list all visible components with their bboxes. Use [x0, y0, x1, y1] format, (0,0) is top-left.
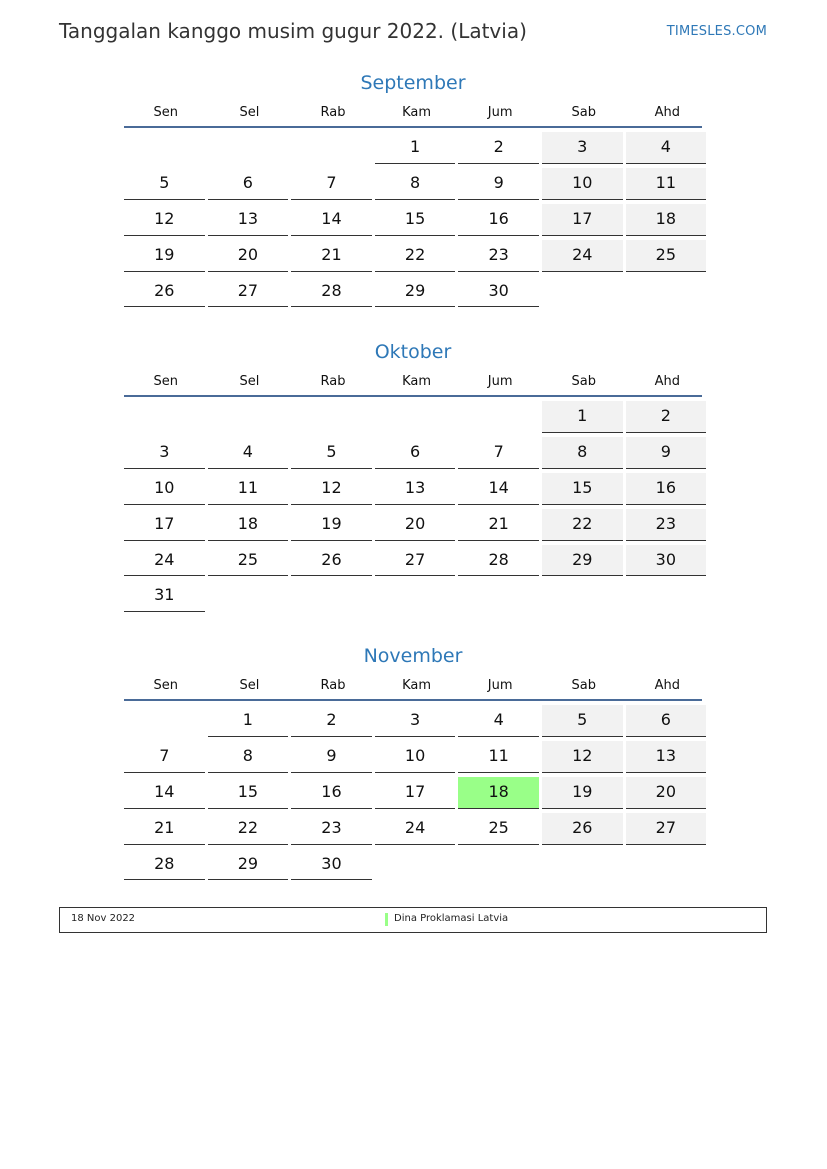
day-cell	[124, 813, 205, 845]
day-number: 22	[572, 513, 593, 533]
day-number: 6	[242, 172, 253, 192]
day-number: 27	[237, 280, 259, 300]
weekday-label: Ahd	[654, 374, 681, 389]
day-number: 17	[404, 781, 426, 801]
day-cell	[458, 437, 539, 469]
legend-holiday-name: Dina Proklamasi Latvia	[394, 913, 509, 924]
weekday-label: Kam	[402, 374, 432, 389]
holiday-day-cell	[458, 777, 539, 809]
weekday-label: Rab	[320, 374, 346, 389]
day-number: 22	[404, 244, 426, 264]
day-cell	[124, 777, 205, 809]
day-cell	[458, 168, 539, 200]
weekday-label: Sel	[239, 105, 260, 120]
empty-day-cell	[626, 849, 707, 881]
day-cell	[124, 509, 205, 541]
weekday-label: Sab	[571, 374, 596, 389]
day-number: 12	[572, 745, 593, 765]
day-number: 14	[488, 477, 509, 497]
day-cell	[208, 437, 289, 469]
day-cell	[208, 813, 289, 845]
day-cell	[124, 240, 205, 272]
week-row	[124, 849, 702, 885]
day-number: 12	[321, 477, 342, 497]
day-number: 9	[326, 745, 337, 765]
day-number: 28	[321, 280, 342, 300]
day-number: 20	[237, 244, 259, 264]
day-number: 7	[326, 172, 337, 192]
day-cell	[291, 473, 372, 505]
day-number: 3	[159, 441, 170, 461]
day-cell	[542, 437, 623, 469]
day-cell	[375, 545, 456, 577]
day-number: 17	[154, 513, 175, 533]
day-cell	[542, 401, 623, 433]
day-number: 24	[404, 817, 426, 837]
day-number: 23	[655, 513, 677, 533]
week-row	[124, 240, 702, 276]
empty-day-cell	[208, 580, 289, 612]
month-name: Oktober	[374, 341, 452, 363]
brand-link[interactable]: TIMESLES.COM	[666, 24, 767, 39]
day-cell	[375, 473, 456, 505]
day-cell	[291, 509, 372, 541]
day-cell	[542, 204, 623, 236]
empty-day-cell	[542, 580, 623, 612]
day-number: 20	[655, 781, 677, 801]
day-number: 30	[488, 280, 509, 300]
day-number: 11	[655, 172, 677, 192]
week-row	[124, 777, 702, 813]
day-cell	[626, 168, 707, 200]
day-number: 6	[409, 441, 421, 461]
day-cell	[208, 705, 289, 737]
day-cell	[291, 813, 372, 845]
day-number: 15	[237, 781, 259, 801]
day-cell	[375, 509, 456, 541]
day-cell	[626, 204, 707, 236]
day-number: 4	[660, 137, 671, 156]
day-cell	[124, 545, 205, 577]
day-cell	[124, 473, 205, 505]
day-number: 12	[154, 208, 175, 228]
day-number: 9	[660, 441, 671, 461]
empty-day-cell	[375, 849, 456, 881]
day-number: 20	[404, 513, 426, 533]
day-number: 24	[154, 549, 175, 569]
day-cell	[208, 545, 289, 577]
day-number: 4	[242, 441, 253, 461]
day-cell	[458, 705, 539, 737]
empty-day-cell	[291, 132, 372, 164]
month-grid	[124, 401, 702, 616]
day-number: 2	[326, 710, 337, 729]
day-number: 9	[493, 172, 504, 192]
weekday-label: Sel	[239, 374, 260, 389]
month-name: November	[363, 645, 463, 667]
week-row	[124, 132, 702, 168]
week-row	[124, 545, 702, 581]
day-number: 7	[493, 441, 504, 461]
day-number: 10	[154, 477, 175, 497]
day-cell	[458, 204, 539, 236]
month-september	[124, 69, 702, 311]
week-row	[124, 509, 702, 545]
day-number: 8	[577, 441, 588, 461]
empty-day-cell	[208, 401, 289, 433]
day-number: 25	[488, 817, 509, 837]
day-cell	[626, 437, 707, 469]
month-grid	[124, 705, 702, 884]
week-row	[124, 204, 702, 240]
day-number: 31	[154, 585, 175, 605]
day-cell	[208, 473, 289, 505]
weekday-label: Rab	[320, 678, 346, 693]
day-cell	[291, 437, 372, 469]
day-number: 19	[154, 244, 175, 264]
day-cell	[458, 132, 539, 164]
empty-day-cell	[626, 580, 707, 612]
day-number: 23	[488, 244, 509, 264]
day-cell	[124, 741, 205, 773]
weekday-label: Kam	[402, 678, 432, 693]
month-name: September	[360, 72, 466, 94]
day-cell	[542, 705, 623, 737]
day-cell	[375, 741, 456, 773]
day-number: 18	[655, 208, 677, 228]
day-number: 23	[321, 817, 342, 837]
day-number: 8	[242, 745, 253, 765]
day-number: 29	[404, 280, 426, 300]
weekday-header	[124, 104, 702, 128]
day-cell	[208, 240, 289, 272]
day-number: 16	[488, 208, 509, 228]
day-cell	[542, 545, 623, 577]
day-number: 25	[237, 549, 259, 569]
day-number: 16	[321, 781, 342, 801]
day-cell	[375, 437, 456, 469]
day-cell	[375, 240, 456, 272]
empty-day-cell	[375, 580, 456, 612]
week-row	[124, 401, 702, 437]
weekday-label: Jum	[487, 678, 513, 693]
day-cell	[458, 276, 539, 308]
empty-day-cell	[208, 132, 289, 164]
day-cell	[542, 813, 623, 845]
day-cell	[291, 168, 372, 200]
weekday-label: Sel	[239, 678, 260, 693]
day-cell	[375, 777, 456, 809]
day-number: 14	[321, 208, 342, 228]
day-number: 28	[154, 853, 175, 873]
day-number: 6	[660, 710, 671, 729]
day-number: 1	[242, 710, 253, 729]
day-cell	[626, 509, 707, 541]
day-cell	[208, 168, 289, 200]
legend-date: 18 Nov 2022	[71, 913, 136, 924]
day-cell	[375, 276, 456, 308]
day-cell	[542, 240, 623, 272]
day-number: 13	[655, 745, 677, 765]
day-cell	[542, 132, 623, 164]
day-cell	[375, 132, 456, 164]
day-cell	[124, 849, 205, 881]
day-number: 21	[321, 244, 342, 264]
empty-day-cell	[542, 276, 623, 308]
day-number: 29	[237, 853, 259, 873]
weekday-label: Sen	[153, 105, 179, 120]
day-number: 26	[321, 549, 342, 569]
day-cell	[208, 276, 289, 308]
weekday-label: Rab	[320, 105, 346, 120]
week-row	[124, 813, 702, 849]
week-row	[124, 705, 702, 741]
day-number: 5	[159, 172, 170, 192]
day-cell	[291, 849, 372, 881]
holiday-legend	[59, 907, 767, 933]
day-cell	[626, 741, 707, 773]
day-cell	[375, 813, 456, 845]
weekday-label: Jum	[487, 374, 513, 389]
day-cell	[208, 741, 289, 773]
day-number: 22	[237, 817, 259, 837]
empty-day-cell	[375, 401, 456, 433]
day-cell	[626, 132, 707, 164]
day-number: 19	[572, 781, 593, 801]
day-number: 11	[488, 745, 509, 765]
day-number: 13	[237, 208, 259, 228]
weekday-header	[124, 373, 702, 397]
day-cell	[626, 545, 707, 577]
empty-day-cell	[458, 401, 539, 433]
day-cell	[208, 204, 289, 236]
day-number: 16	[655, 477, 677, 497]
day-cell	[291, 705, 372, 737]
day-number: 10	[404, 745, 426, 765]
empty-day-cell	[291, 401, 372, 433]
empty-day-cell	[291, 580, 372, 612]
day-number: 10	[572, 172, 593, 192]
weekday-label: Sab	[571, 105, 596, 120]
page-title: Tanggalan kanggo musim gugur 2022. (Latvia)	[59, 19, 527, 43]
day-cell	[458, 741, 539, 773]
day-cell	[291, 777, 372, 809]
day-number: 25	[655, 244, 677, 264]
day-cell	[208, 777, 289, 809]
day-number: 17	[572, 208, 593, 228]
day-cell	[458, 813, 539, 845]
week-row	[124, 473, 702, 509]
week-row	[124, 168, 702, 204]
day-number: 5	[577, 710, 588, 729]
day-number: 4	[493, 710, 504, 729]
day-number: 1	[409, 137, 421, 156]
weekday-label: Sab	[571, 678, 596, 693]
day-cell	[458, 473, 539, 505]
day-number: 3	[577, 137, 588, 156]
day-cell	[124, 168, 205, 200]
day-number: 30	[321, 853, 342, 873]
day-cell	[542, 509, 623, 541]
day-cell	[626, 473, 707, 505]
empty-day-cell	[542, 849, 623, 881]
weekday-header	[124, 677, 702, 701]
day-number: 27	[404, 549, 426, 569]
weekday-label: Kam	[402, 105, 432, 120]
day-number: 1	[577, 406, 588, 425]
day-number: 15	[404, 208, 426, 228]
week-row	[124, 276, 702, 312]
day-number: 5	[326, 441, 337, 461]
day-cell	[458, 545, 539, 577]
empty-day-cell	[124, 401, 205, 433]
day-number: 18	[237, 513, 259, 533]
day-number: 19	[321, 513, 342, 533]
day-cell	[458, 240, 539, 272]
day-number: 18	[488, 781, 509, 801]
week-row	[124, 580, 702, 616]
day-cell	[375, 204, 456, 236]
weekday-label: Jum	[487, 105, 513, 120]
day-cell	[291, 240, 372, 272]
day-number: 26	[154, 280, 175, 300]
day-cell	[542, 741, 623, 773]
day-number: 13	[404, 477, 426, 497]
day-cell	[208, 509, 289, 541]
day-number: 26	[572, 817, 593, 837]
weekday-label: Ahd	[654, 678, 681, 693]
day-cell	[626, 813, 707, 845]
day-cell	[291, 276, 372, 308]
day-cell	[291, 545, 372, 577]
day-cell	[626, 705, 707, 737]
day-number: 11	[237, 477, 259, 497]
day-cell	[542, 777, 623, 809]
month-november	[124, 642, 702, 884]
weekday-label: Ahd	[654, 105, 681, 120]
day-number: 3	[409, 710, 421, 729]
week-row	[124, 741, 702, 777]
empty-day-cell	[124, 705, 205, 737]
day-cell	[626, 240, 707, 272]
day-number: 8	[409, 172, 421, 192]
day-number: 28	[488, 549, 509, 569]
day-cell	[124, 580, 205, 612]
day-cell	[542, 473, 623, 505]
month-grid	[124, 132, 702, 311]
week-row	[124, 437, 702, 473]
weekday-label: Sen	[153, 374, 179, 389]
day-cell	[208, 849, 289, 881]
month-oktober	[124, 338, 702, 616]
day-number: 24	[572, 244, 593, 264]
day-number: 21	[488, 513, 509, 533]
day-cell	[291, 204, 372, 236]
day-cell	[291, 741, 372, 773]
day-number: 14	[154, 781, 175, 801]
day-number: 21	[154, 817, 175, 837]
day-number: 15	[572, 477, 593, 497]
day-number: 30	[655, 549, 677, 569]
empty-day-cell	[458, 580, 539, 612]
day-cell	[458, 509, 539, 541]
empty-day-cell	[458, 849, 539, 881]
holiday-color-swatch	[385, 913, 388, 926]
day-cell	[124, 437, 205, 469]
day-cell	[626, 777, 707, 809]
weekday-label: Sen	[153, 678, 179, 693]
day-number: 7	[159, 745, 170, 765]
day-number: 2	[493, 137, 504, 156]
day-cell	[375, 168, 456, 200]
day-cell	[375, 705, 456, 737]
day-number: 27	[655, 817, 677, 837]
day-number: 2	[660, 406, 671, 425]
day-cell	[124, 204, 205, 236]
day-number: 29	[572, 549, 593, 569]
day-cell	[124, 276, 205, 308]
empty-day-cell	[124, 132, 205, 164]
empty-day-cell	[626, 276, 707, 308]
day-cell	[542, 168, 623, 200]
day-cell	[626, 401, 707, 433]
